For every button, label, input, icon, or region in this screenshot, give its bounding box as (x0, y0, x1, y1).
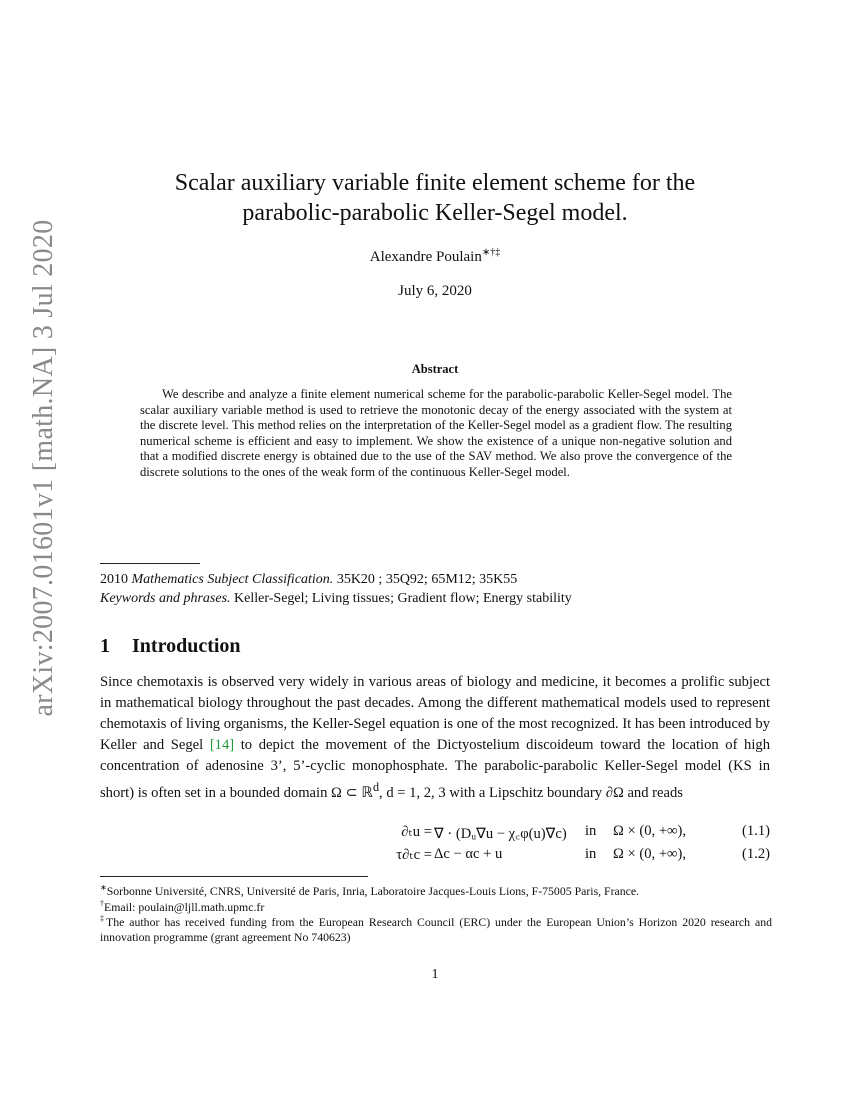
footnote-mark: † (100, 899, 104, 908)
intro-superscript: d (372, 780, 380, 794)
footnote-mark: ‡ (100, 914, 106, 923)
footnote-divider (100, 876, 368, 877)
intro-text-2: to depict the movement of the Dictyostelium discoideum toward the location of high concentration of adenosine 3’, 5’-cyclic monophosphate. The parabolic-parabolic Keller-Segel model (KS in short) is often set in a bounded domain Ω ⊂ ℝ (100, 737, 771, 801)
equation-rhs: ∇ · (Dᵤ∇u − χ꜀φ(u)∇c) (434, 826, 567, 842)
footnote-text: Sorbonne Université, CNRS, Université de Paris, Inria, Laboratoire Jacques-Louis Lions, F-75005 Paris, France. (106, 883, 640, 898)
intro-text-3: , d = 1, 2, 3 with a Lipschitz boundary ∂Ω and reads (379, 784, 683, 801)
keywords-line (100, 589, 780, 608)
equation-in: in (585, 846, 597, 862)
footnote-text: The author has received funding from the European Research Council (ERC) under the European Union’s Horizon 2020 research and innovation programme (grant agreement No 740623) (100, 914, 773, 944)
keywords-text: Keller-Segel; Living tissues; Gradient flow; Energy stability (234, 591, 572, 606)
equation-lhs: τ∂ₜc = (396, 847, 432, 863)
author-marks: ∗†‡ (481, 247, 501, 258)
equation-number: (1.2) (742, 846, 770, 862)
equation-domain: Ω × (0, +∞), (613, 823, 686, 839)
title-line-1: Scalar auxiliary variable finite element scheme for the (174, 170, 696, 196)
paper-title (100, 168, 770, 228)
equation-domain: Ω × (0, +∞), (613, 846, 686, 862)
arxiv-identifier-text: arXiv:2007.01601v1 [math.NA] 3 Jul 2020 (28, 219, 59, 717)
classification-block (100, 570, 780, 608)
section-number: 1 (100, 635, 110, 657)
msc-line (100, 570, 780, 589)
title-line-2: parabolic-parabolic Keller-Segel model. (242, 200, 628, 226)
abstract-heading: Abstract (411, 362, 459, 376)
citation-link[interactable]: [14] (209, 737, 235, 753)
equation-lhs: ∂ₜu = (401, 824, 432, 840)
equation-rhs: Δc − αc + u (434, 846, 503, 862)
section-heading (100, 635, 241, 658)
author-name: Alexandre Poulain (369, 249, 482, 265)
classification-divider (100, 563, 200, 564)
msc-year: 2010 (100, 572, 128, 587)
equation-1-1 (100, 823, 770, 843)
footnote-text: Email: poulain@ljll.math.upmc.fr (104, 899, 265, 914)
section-title: Introduction (132, 635, 241, 657)
page-number: 1 (431, 967, 439, 982)
footnote-funding (100, 911, 772, 945)
msc-label: Mathematics Subject Classification. (131, 572, 334, 587)
introduction-paragraph (100, 672, 770, 804)
equation-1-2 (100, 846, 770, 866)
abstract-text: We describe and analyze a finite element numerical scheme for the parabolic-parabolic Keller-Segel model. The scalar auxiliary variable method is used to retrieve the monotonic decay of the energy associated with the system at the discrete level. This method relies on the interpretation of the Keller-Segel model as a gradient flow. The resulting numerical scheme is efficient and easy to implement. We show the existence of a unique non-negative solution and that a modified discrete energy is obtained due to the use of the SAV method. We also prove the convergence of the discrete solutions to the ones of the weak form of the continuous Keller-Segel model. (140, 387, 732, 479)
keywords-label: Keywords and phrases. (100, 591, 231, 606)
paper-date: July 6, 2020 (398, 283, 472, 299)
equation-number: (1.1) (742, 823, 770, 839)
footnote-mark: ∗ (100, 883, 107, 892)
equation-in: in (585, 823, 597, 839)
author-line (100, 247, 770, 266)
arxiv-identifier (14, 219, 74, 717)
msc-codes: 35K20 ; 35Q92; 65M12; 35K55 (336, 572, 518, 587)
intro-text-1: Since chemotaxis is observed very widely in various areas of biology and medicine, it becomes a prolific subject in mathematical biology throughout the past decades. Among the different mathematical models used to represent chemotaxis of living organisms, the Keller-Segel equation is one of the most recognized. It has been introduced by Keller and Segel (100, 674, 770, 753)
